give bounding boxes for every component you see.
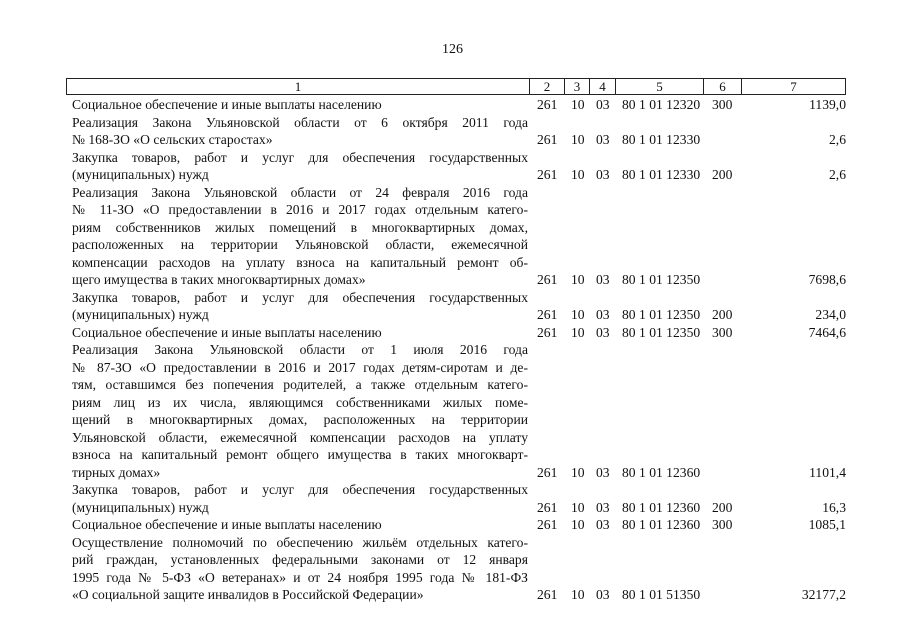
description-line: (муниципальных) нужд [72, 499, 209, 515]
row-codes [0, 516, 905, 534]
amount: 2,6 [829, 132, 846, 147]
description-line: Реализация Закона Ульяновской области от 1 июля 2016 года [72, 342, 528, 357]
expense-type-code: 300 [712, 97, 733, 112]
row-codes [0, 306, 905, 324]
target-article-code: 80 1 01 12320 [622, 97, 701, 112]
table-row [0, 516, 905, 534]
subsection-code: 03 [596, 464, 610, 480]
description-line: № 11-ЗО «О предоставлении в 2016 и 2017 годах отдельным катего- [72, 202, 528, 217]
subsection-code: 03 [596, 307, 610, 322]
description-line: компенсации расходов на уплату взноса на капитальный ремонт об- [72, 254, 528, 270]
ministry-code: 261 [537, 499, 558, 515]
description-line: Закупка товаров, работ и услуг для обеспечения государственных [72, 149, 528, 165]
amount: 1085,1 [808, 517, 846, 532]
expense-type-code: 200 [712, 307, 733, 322]
table-row [0, 114, 905, 149]
description-line: 1995 года № 5-ФЗ «О ветеранах» и от 24 ноября 1995 года № 181-ФЗ [72, 569, 528, 585]
header-col-5: 5 [616, 79, 704, 94]
section-code: 10 [571, 272, 585, 287]
description-line: № 168-ЗО «О сельских старостах» [72, 132, 273, 147]
table-row [0, 481, 905, 516]
description-line: Реализация Закона Ульяновской области от 24 февраля 2016 года [72, 184, 528, 200]
target-article-code: 80 1 01 12360 [622, 499, 701, 515]
amount: 7698,6 [808, 272, 846, 287]
description-line: тям, оставшимся без попечения родителей, а также отдельным катего- [72, 377, 528, 392]
row-codes [0, 464, 905, 482]
amount: 16,3 [822, 499, 846, 515]
section-code: 10 [571, 499, 585, 515]
ministry-code: 261 [537, 324, 558, 340]
description-line: расположенных на территории Ульяновской области, ежемесячной [72, 237, 528, 252]
ministry-code: 261 [537, 464, 558, 480]
table-row [0, 534, 905, 604]
subsection-code: 03 [596, 97, 610, 112]
section-code: 10 [571, 167, 585, 182]
amount: 32177,2 [801, 587, 846, 602]
ministry-code: 261 [537, 132, 558, 147]
header-col-3: 3 [565, 79, 590, 94]
description-line: Реализация Закона Ульяновской области от 6 октября 2011 года [72, 114, 528, 130]
header-col-1: 1 [67, 79, 530, 94]
row-description [72, 341, 528, 481]
description-line: риям лиц из их числа, являющимся собственниками жилых поме- [72, 394, 528, 410]
subsection-code: 03 [596, 324, 610, 340]
target-article-code: 80 1 01 12350 [622, 272, 701, 287]
section-code: 10 [571, 97, 585, 112]
ministry-code: 261 [537, 167, 558, 182]
row-codes [0, 271, 905, 289]
description-line: Закупка товаров, работ и услуг для обеспечения государственных [72, 289, 528, 305]
ministry-code: 261 [537, 272, 558, 287]
description-line: Социальное обеспечение и иные выплаты населению [72, 324, 382, 340]
ministry-code: 261 [537, 517, 558, 532]
section-code: 10 [571, 587, 585, 602]
expense-type-code: 300 [712, 517, 733, 532]
ministry-code: 261 [537, 307, 558, 322]
expense-type-code: 200 [712, 167, 733, 182]
description-line: взноса на капитальный ремонт общего имущества в таких многокварт- [72, 447, 528, 462]
table-row [0, 96, 905, 114]
description-line: Ульяновской области, ежемесячной компенсации расходов на уплату [72, 429, 528, 445]
subsection-code: 03 [596, 272, 610, 287]
description-line: (муниципальных) нужд [72, 167, 209, 182]
target-article-code: 80 1 01 12330 [622, 132, 701, 147]
row-codes [0, 499, 905, 517]
table-header [66, 78, 846, 95]
amount: 234,0 [815, 307, 846, 322]
description-line: риям собственников жилых помещений в многоквартирных домах, [72, 219, 528, 235]
description-line: рий граждан, установленных федеральными законами от 12 января [72, 552, 528, 567]
ministry-code: 261 [537, 587, 558, 602]
table-row [0, 289, 905, 324]
subsection-code: 03 [596, 517, 610, 532]
target-article-code: 80 1 01 12360 [622, 517, 701, 532]
amount: 1101,4 [809, 464, 846, 480]
table-row [0, 324, 905, 342]
subsection-code: 03 [596, 499, 610, 515]
description-line: «О социальной защите инвалидов в Российской Федерации» [72, 587, 424, 602]
header-col-4: 4 [590, 79, 616, 94]
amount: 1139,0 [809, 97, 846, 112]
ministry-code: 261 [537, 97, 558, 112]
target-article-code: 80 1 01 12350 [622, 307, 701, 322]
subsection-code: 03 [596, 167, 610, 182]
row-codes [0, 586, 905, 604]
expense-type-code: 200 [712, 499, 733, 515]
table-row [0, 149, 905, 184]
header-col-2: 2 [530, 79, 565, 94]
table-row [0, 184, 905, 289]
section-code: 10 [571, 324, 585, 340]
target-article-code: 80 1 01 12330 [622, 167, 701, 182]
description-line: Закупка товаров, работ и услуг для обеспечения государственных [72, 482, 528, 497]
expense-type-code: 300 [712, 324, 733, 340]
row-codes [0, 96, 905, 114]
description-line: (муниципальных) нужд [72, 307, 209, 322]
subsection-code: 03 [596, 587, 610, 602]
section-code: 10 [571, 307, 585, 322]
description-line: тирных домах» [72, 464, 161, 480]
header-col-6: 6 [704, 79, 742, 94]
target-article-code: 80 1 01 12350 [622, 324, 701, 340]
section-code: 10 [571, 517, 585, 532]
description-line: № 87-ЗО «О предоставлении в 2016 и 2017 годах детям-сиротам и де- [72, 359, 528, 375]
page-number: 126 [442, 42, 463, 57]
description-line: Социальное обеспечение и иные выплаты населению [72, 517, 382, 532]
row-codes [0, 166, 905, 184]
section-code: 10 [571, 464, 585, 480]
amount: 7464,6 [808, 324, 846, 340]
amount: 2,6 [829, 167, 846, 182]
table-row [0, 341, 905, 481]
header-col-7: 7 [790, 79, 797, 94]
description-line: Социальное обеспечение и иные выплаты населению [72, 97, 382, 112]
description-line: щений в многоквартирных домах, расположенных на территории [72, 412, 528, 427]
target-article-code: 80 1 01 12360 [622, 464, 701, 480]
target-article-code: 80 1 01 51350 [622, 587, 701, 602]
section-code: 10 [571, 132, 585, 147]
row-codes [0, 324, 905, 342]
description-line: щего имущества в таких многоквартирных домах» [72, 272, 366, 287]
description-line: Осуществление полномочий по обеспечению жильём отдельных катего- [72, 534, 528, 550]
row-codes [0, 131, 905, 149]
subsection-code: 03 [596, 132, 610, 147]
